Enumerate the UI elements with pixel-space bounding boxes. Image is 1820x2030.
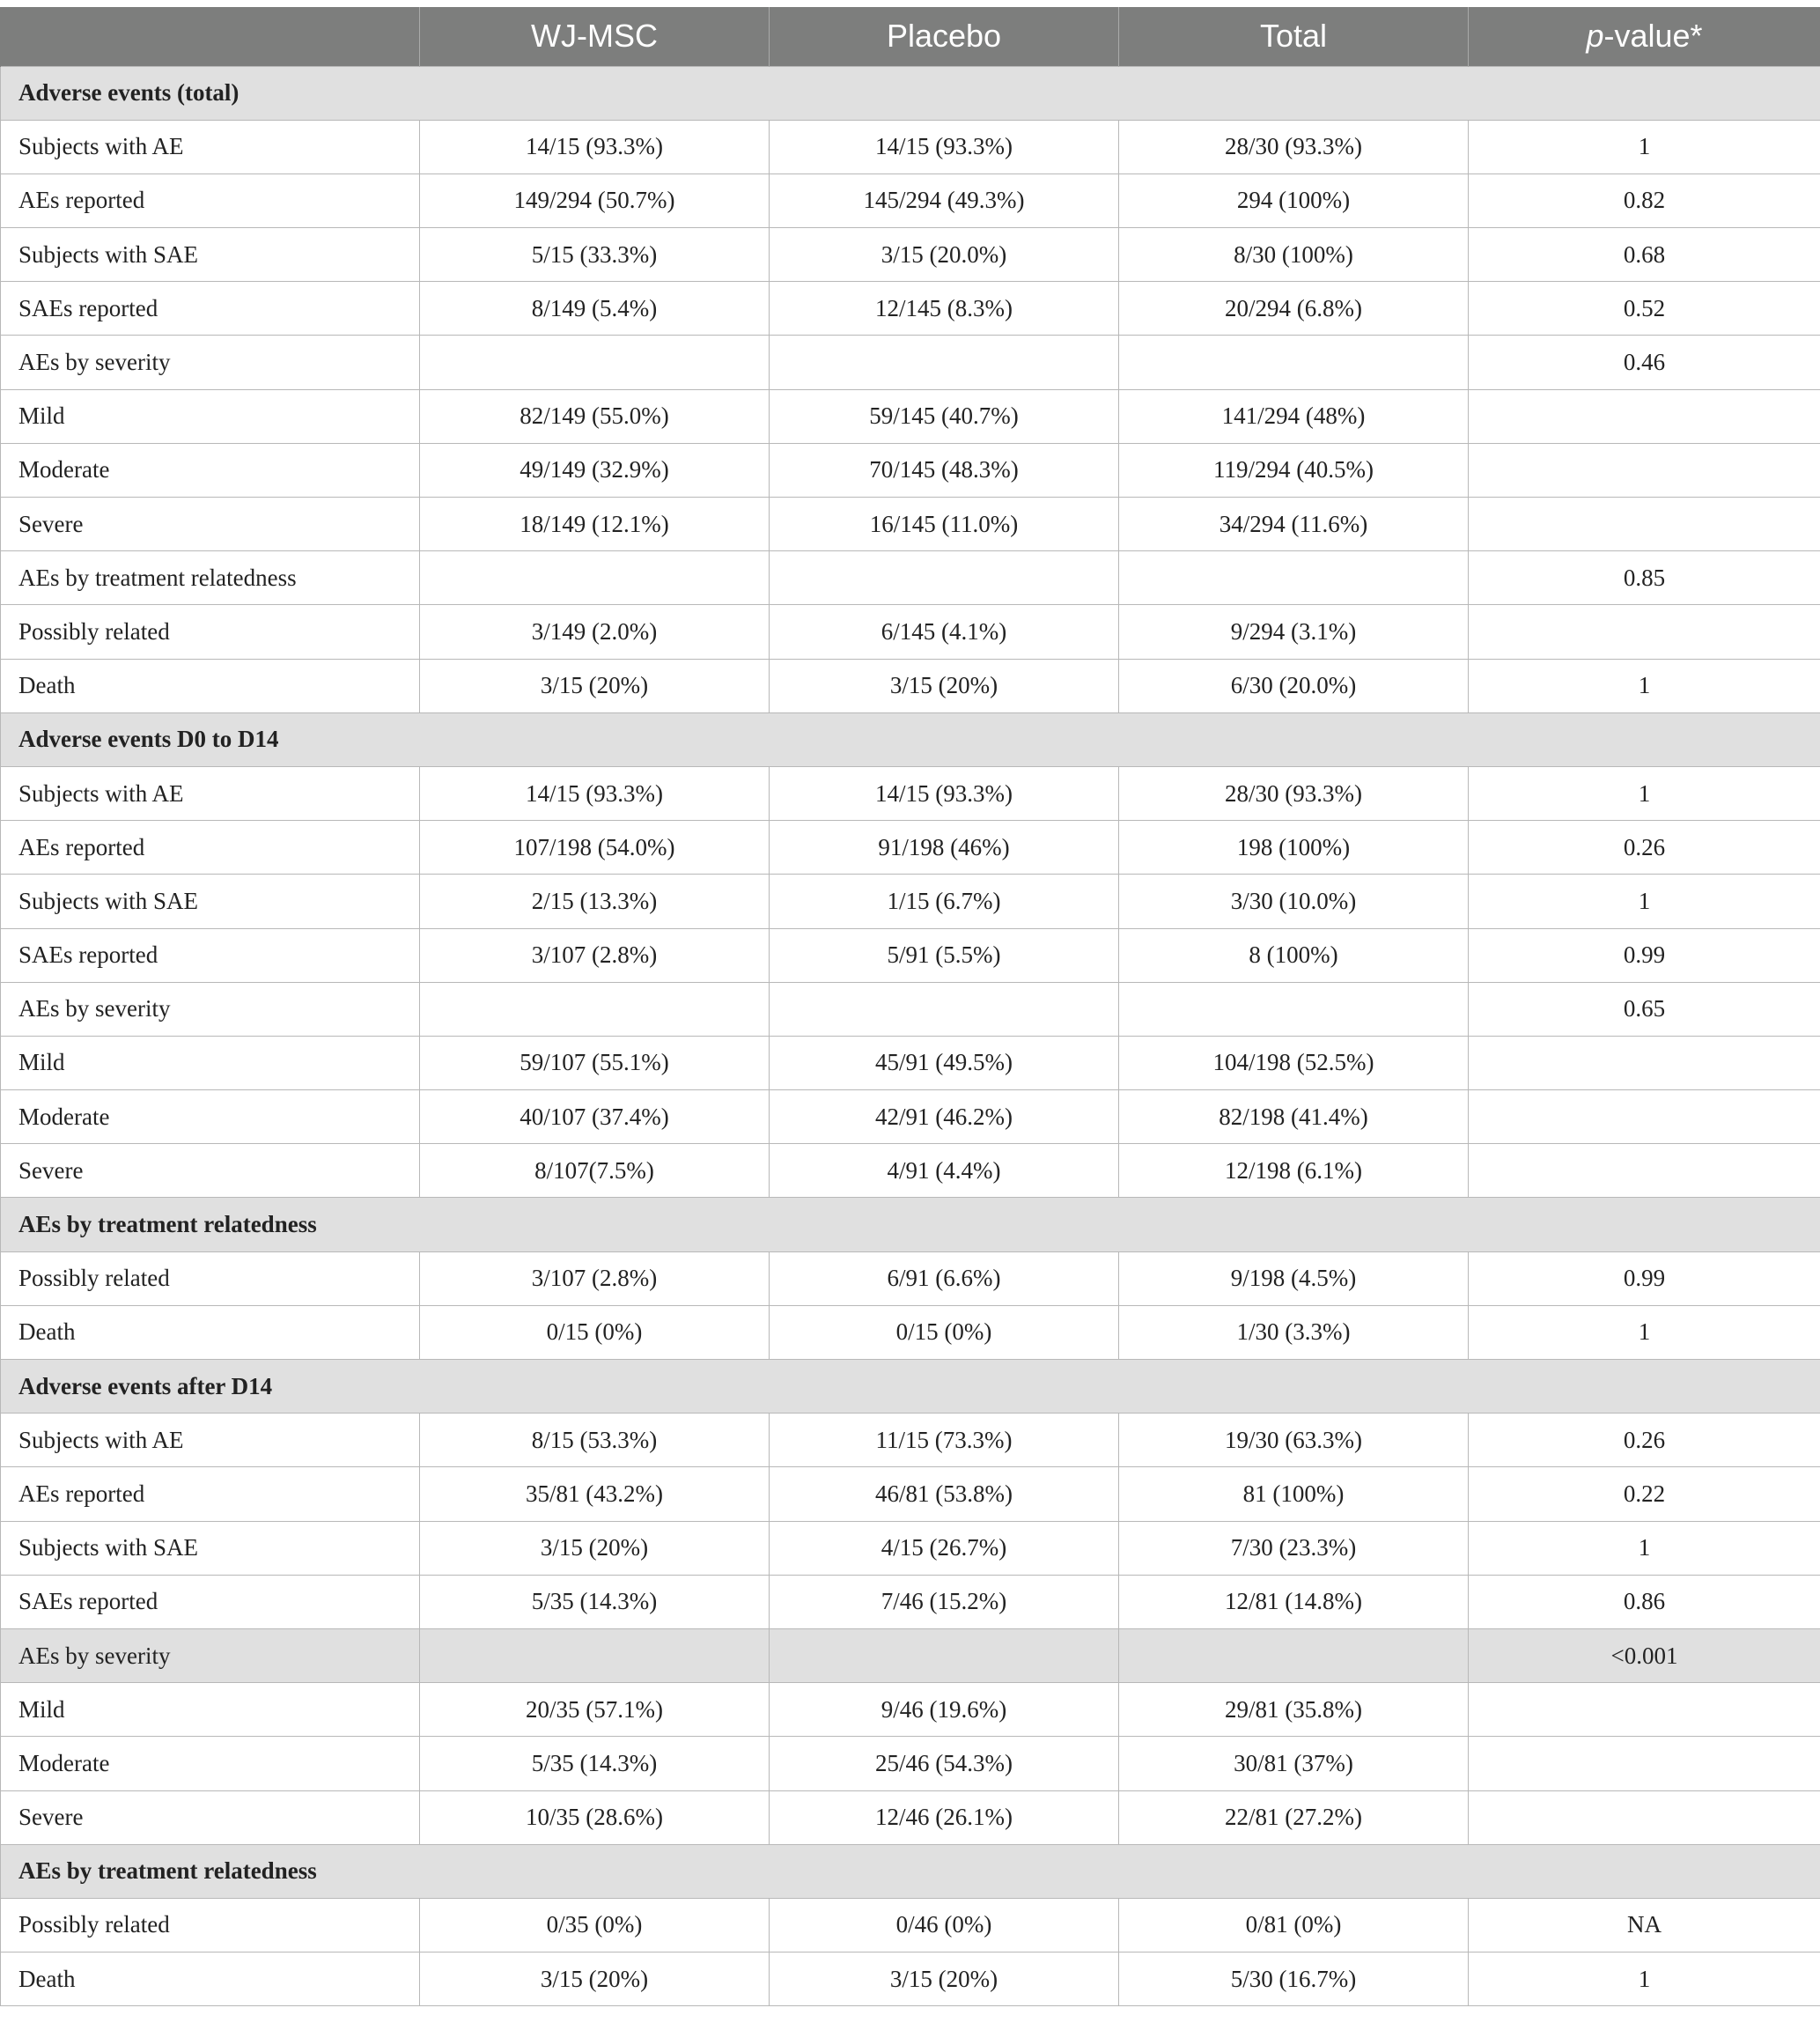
total-cell: 119/294 (40.5%): [1119, 443, 1469, 497]
p-value-cell: 0.85: [1469, 551, 1820, 605]
adverse-events-table: [0, 7, 1820, 2006]
p-value-cell: NA: [1469, 1898, 1820, 1952]
table-row: [1, 1898, 1820, 1952]
table-row: [1, 498, 1820, 551]
wj-msc-cell: 8/107(7.5%): [420, 1144, 770, 1198]
header-wj-msc: WJ-MSC: [420, 7, 770, 66]
placebo-cell: [770, 982, 1119, 1036]
wj-msc-cell: 49/149 (32.9%): [420, 443, 770, 497]
table-row: [1, 1790, 1820, 1844]
row-label: SAEs reported: [1, 928, 420, 982]
total-cell: 1/30 (3.3%): [1119, 1305, 1469, 1359]
placebo-cell: 42/91 (46.2%): [770, 1090, 1119, 1144]
placebo-cell: 4/91 (4.4%): [770, 1144, 1119, 1198]
wj-msc-cell: 8/15 (53.3%): [420, 1414, 770, 1467]
row-label: Severe: [1, 1144, 420, 1198]
wj-msc-cell: 107/198 (54.0%): [420, 821, 770, 875]
total-cell: 22/81 (27.2%): [1119, 1790, 1469, 1844]
section-header-row: [1, 66, 1820, 120]
wj-msc-cell: [420, 982, 770, 1036]
p-value-cell: [1469, 498, 1820, 551]
table-row: [1, 821, 1820, 875]
placebo-cell: 16/145 (11.0%): [770, 498, 1119, 551]
table-row: [1, 389, 1820, 443]
table-row: [1, 928, 1820, 982]
p-value-cell: <0.001: [1469, 1628, 1820, 1682]
row-label: AEs by severity: [1, 982, 420, 1036]
total-cell: [1119, 336, 1469, 389]
p-value-suffix: -value*: [1603, 18, 1703, 55]
section-header-row: [1, 712, 1820, 766]
p-value-cell: 0.26: [1469, 1414, 1820, 1467]
row-label: Moderate: [1, 443, 420, 497]
table-row: [1, 1952, 1820, 2006]
row-label: Subjects with SAE: [1, 1521, 420, 1575]
section-header-row: [1, 1844, 1820, 1898]
row-label: Subjects with SAE: [1, 228, 420, 282]
placebo-cell: 4/15 (26.7%): [770, 1521, 1119, 1575]
total-cell: 294 (100%): [1119, 173, 1469, 227]
table-row: [1, 1305, 1820, 1359]
total-cell: 12/81 (14.8%): [1119, 1575, 1469, 1628]
row-label: AEs reported: [1, 173, 420, 227]
total-cell: 34/294 (11.6%): [1119, 498, 1469, 551]
total-cell: 29/81 (35.8%): [1119, 1683, 1469, 1737]
row-label: SAEs reported: [1, 1575, 420, 1628]
placebo-cell: 9/46 (19.6%): [770, 1683, 1119, 1737]
p-value-cell: [1469, 1737, 1820, 1790]
wj-msc-cell: 10/35 (28.6%): [420, 1790, 770, 1844]
p-value-cell: 0.22: [1469, 1467, 1820, 1521]
row-label: Moderate: [1, 1737, 420, 1790]
row-label: AEs reported: [1, 821, 420, 875]
wj-msc-cell: 20/35 (57.1%): [420, 1683, 770, 1737]
table-row: [1, 1628, 1820, 1682]
wj-msc-cell: [420, 336, 770, 389]
total-cell: 198 (100%): [1119, 821, 1469, 875]
section-header-row: [1, 1198, 1820, 1251]
total-cell: 28/30 (93.3%): [1119, 766, 1469, 820]
total-cell: 19/30 (63.3%): [1119, 1414, 1469, 1467]
placebo-cell: 91/198 (46%): [770, 821, 1119, 875]
p-value-cell: 1: [1469, 120, 1820, 173]
total-cell: 5/30 (16.7%): [1119, 1952, 1469, 2006]
total-cell: [1119, 982, 1469, 1036]
placebo-cell: 0/15 (0%): [770, 1305, 1119, 1359]
row-label: Subjects with AE: [1, 1414, 420, 1467]
wj-msc-cell: 3/15 (20%): [420, 659, 770, 712]
placebo-cell: 46/81 (53.8%): [770, 1467, 1119, 1521]
wj-msc-cell: [420, 551, 770, 605]
table-row: [1, 1575, 1820, 1628]
table-row: [1, 120, 1820, 173]
p-italic: p: [1586, 18, 1604, 55]
row-label: Mild: [1, 1683, 420, 1737]
total-cell: 28/30 (93.3%): [1119, 120, 1469, 173]
row-label: Death: [1, 1305, 420, 1359]
p-value-cell: [1469, 1090, 1820, 1144]
row-label: Subjects with AE: [1, 766, 420, 820]
row-label: Subjects with SAE: [1, 875, 420, 928]
placebo-cell: 1/15 (6.7%): [770, 875, 1119, 928]
total-cell: 12/198 (6.1%): [1119, 1144, 1469, 1198]
p-value-cell: 0.99: [1469, 928, 1820, 982]
wj-msc-cell: 59/107 (55.1%): [420, 1036, 770, 1089]
table-row: [1, 173, 1820, 227]
total-cell: [1119, 1628, 1469, 1682]
table-row: [1, 1683, 1820, 1737]
wj-msc-cell: 3/107 (2.8%): [420, 1251, 770, 1305]
header-total: Total: [1119, 7, 1469, 66]
placebo-cell: 14/15 (93.3%): [770, 766, 1119, 820]
section-title: Adverse events D0 to D14: [1, 712, 1820, 766]
table-row: [1, 1036, 1820, 1089]
total-cell: 8/30 (100%): [1119, 228, 1469, 282]
p-value-cell: 1: [1469, 659, 1820, 712]
p-value-cell: 0.99: [1469, 1251, 1820, 1305]
table-row: [1, 443, 1820, 497]
table-row: [1, 1144, 1820, 1198]
table-header-row: [1, 7, 1820, 66]
placebo-cell: 3/15 (20.0%): [770, 228, 1119, 282]
placebo-cell: 6/91 (6.6%): [770, 1251, 1119, 1305]
total-cell: 104/198 (52.5%): [1119, 1036, 1469, 1089]
placebo-cell: 5/91 (5.5%): [770, 928, 1119, 982]
row-label: AEs reported: [1, 1467, 420, 1521]
wj-msc-cell: 8/149 (5.4%): [420, 282, 770, 336]
placebo-cell: 0/46 (0%): [770, 1898, 1119, 1952]
row-label: Death: [1, 659, 420, 712]
total-cell: 81 (100%): [1119, 1467, 1469, 1521]
wj-msc-cell: 82/149 (55.0%): [420, 389, 770, 443]
p-value-cell: [1469, 605, 1820, 659]
table-row: [1, 282, 1820, 336]
row-label: Possibly related: [1, 1251, 420, 1305]
p-value-cell: 1: [1469, 875, 1820, 928]
total-cell: 9/198 (4.5%): [1119, 1251, 1469, 1305]
wj-msc-cell: [420, 1628, 770, 1682]
placebo-cell: [770, 551, 1119, 605]
row-label: AEs by severity: [1, 1628, 420, 1682]
table-row: [1, 1737, 1820, 1790]
p-value-cell: [1469, 389, 1820, 443]
row-label: SAEs reported: [1, 282, 420, 336]
row-label: Mild: [1, 389, 420, 443]
table-row: [1, 1414, 1820, 1467]
placebo-cell: [770, 1628, 1119, 1682]
wj-msc-cell: 14/15 (93.3%): [420, 120, 770, 173]
total-cell: 7/30 (23.3%): [1119, 1521, 1469, 1575]
row-label: Possibly related: [1, 1898, 420, 1952]
table-row: [1, 766, 1820, 820]
p-value-cell: 1: [1469, 766, 1820, 820]
p-value-cell: 1: [1469, 1305, 1820, 1359]
total-cell: [1119, 551, 1469, 605]
wj-msc-cell: 3/107 (2.8%): [420, 928, 770, 982]
row-label: AEs by treatment relatedness: [1, 551, 420, 605]
row-label: Severe: [1, 498, 420, 551]
section-title: AEs by treatment relatedness: [1, 1198, 1820, 1251]
p-value-cell: 0.52: [1469, 282, 1820, 336]
p-value-cell: [1469, 1790, 1820, 1844]
wj-msc-cell: 3/149 (2.0%): [420, 605, 770, 659]
row-label: Mild: [1, 1036, 420, 1089]
p-value-cell: [1469, 443, 1820, 497]
total-cell: 141/294 (48%): [1119, 389, 1469, 443]
total-cell: 9/294 (3.1%): [1119, 605, 1469, 659]
wj-msc-cell: 40/107 (37.4%): [420, 1090, 770, 1144]
p-value-cell: [1469, 1683, 1820, 1737]
table-row: [1, 551, 1820, 605]
placebo-cell: 12/46 (26.1%): [770, 1790, 1119, 1844]
placebo-cell: 25/46 (54.3%): [770, 1737, 1119, 1790]
total-cell: 3/30 (10.0%): [1119, 875, 1469, 928]
table-row: [1, 1521, 1820, 1575]
wj-msc-cell: 35/81 (43.2%): [420, 1467, 770, 1521]
wj-msc-cell: 5/35 (14.3%): [420, 1575, 770, 1628]
placebo-cell: [770, 336, 1119, 389]
p-value-cell: [1469, 1144, 1820, 1198]
table-row: [1, 336, 1820, 389]
wj-msc-cell: 0/15 (0%): [420, 1305, 770, 1359]
wj-msc-cell: 0/35 (0%): [420, 1898, 770, 1952]
placebo-cell: 3/15 (20%): [770, 659, 1119, 712]
placebo-cell: 14/15 (93.3%): [770, 120, 1119, 173]
header-label-cell: [1, 7, 420, 66]
table-row: [1, 1090, 1820, 1144]
row-label: Moderate: [1, 1090, 420, 1144]
row-label: Death: [1, 1952, 420, 2006]
p-value-cell: 0.46: [1469, 336, 1820, 389]
total-cell: 82/198 (41.4%): [1119, 1090, 1469, 1144]
p-value-cell: 0.68: [1469, 228, 1820, 282]
placebo-cell: 45/91 (49.5%): [770, 1036, 1119, 1089]
p-value-cell: 0.86: [1469, 1575, 1820, 1628]
total-cell: 0/81 (0%): [1119, 1898, 1469, 1952]
header-placebo: Placebo: [770, 7, 1119, 66]
row-label: Severe: [1, 1790, 420, 1844]
placebo-cell: 3/15 (20%): [770, 1952, 1119, 2006]
placebo-cell: 12/145 (8.3%): [770, 282, 1119, 336]
table-row: [1, 982, 1820, 1036]
wj-msc-cell: 2/15 (13.3%): [420, 875, 770, 928]
table-row: [1, 875, 1820, 928]
placebo-cell: 11/15 (73.3%): [770, 1414, 1119, 1467]
placebo-cell: 145/294 (49.3%): [770, 173, 1119, 227]
p-value-cell: 0.26: [1469, 821, 1820, 875]
row-label: Possibly related: [1, 605, 420, 659]
table-row: [1, 605, 1820, 659]
total-cell: 6/30 (20.0%): [1119, 659, 1469, 712]
placebo-cell: 70/145 (48.3%): [770, 443, 1119, 497]
header-p-value: [1469, 7, 1820, 66]
p-value-cell: 1: [1469, 1952, 1820, 2006]
table-row: [1, 1251, 1820, 1305]
section-title: AEs by treatment relatedness: [1, 1844, 1820, 1898]
placebo-cell: 59/145 (40.7%): [770, 389, 1119, 443]
table-row: [1, 228, 1820, 282]
row-label: AEs by severity: [1, 336, 420, 389]
wj-msc-cell: 149/294 (50.7%): [420, 173, 770, 227]
total-cell: 8 (100%): [1119, 928, 1469, 982]
wj-msc-cell: 3/15 (20%): [420, 1952, 770, 2006]
wj-msc-cell: 3/15 (20%): [420, 1521, 770, 1575]
p-value-cell: 0.65: [1469, 982, 1820, 1036]
total-cell: 20/294 (6.8%): [1119, 282, 1469, 336]
p-value-cell: 1: [1469, 1521, 1820, 1575]
row-label: Subjects with AE: [1, 120, 420, 173]
p-value-cell: [1469, 1036, 1820, 1089]
wj-msc-cell: 5/35 (14.3%): [420, 1737, 770, 1790]
placebo-cell: 7/46 (15.2%): [770, 1575, 1119, 1628]
wj-msc-cell: 18/149 (12.1%): [420, 498, 770, 551]
p-value-cell: 0.82: [1469, 173, 1820, 227]
section-title: Adverse events (total): [1, 66, 1820, 120]
section-header-row: [1, 1360, 1820, 1414]
section-title: Adverse events after D14: [1, 1360, 1820, 1414]
wj-msc-cell: 14/15 (93.3%): [420, 766, 770, 820]
table-row: [1, 1467, 1820, 1521]
wj-msc-cell: 5/15 (33.3%): [420, 228, 770, 282]
placebo-cell: 6/145 (4.1%): [770, 605, 1119, 659]
total-cell: 30/81 (37%): [1119, 1737, 1469, 1790]
table-row: [1, 659, 1820, 712]
